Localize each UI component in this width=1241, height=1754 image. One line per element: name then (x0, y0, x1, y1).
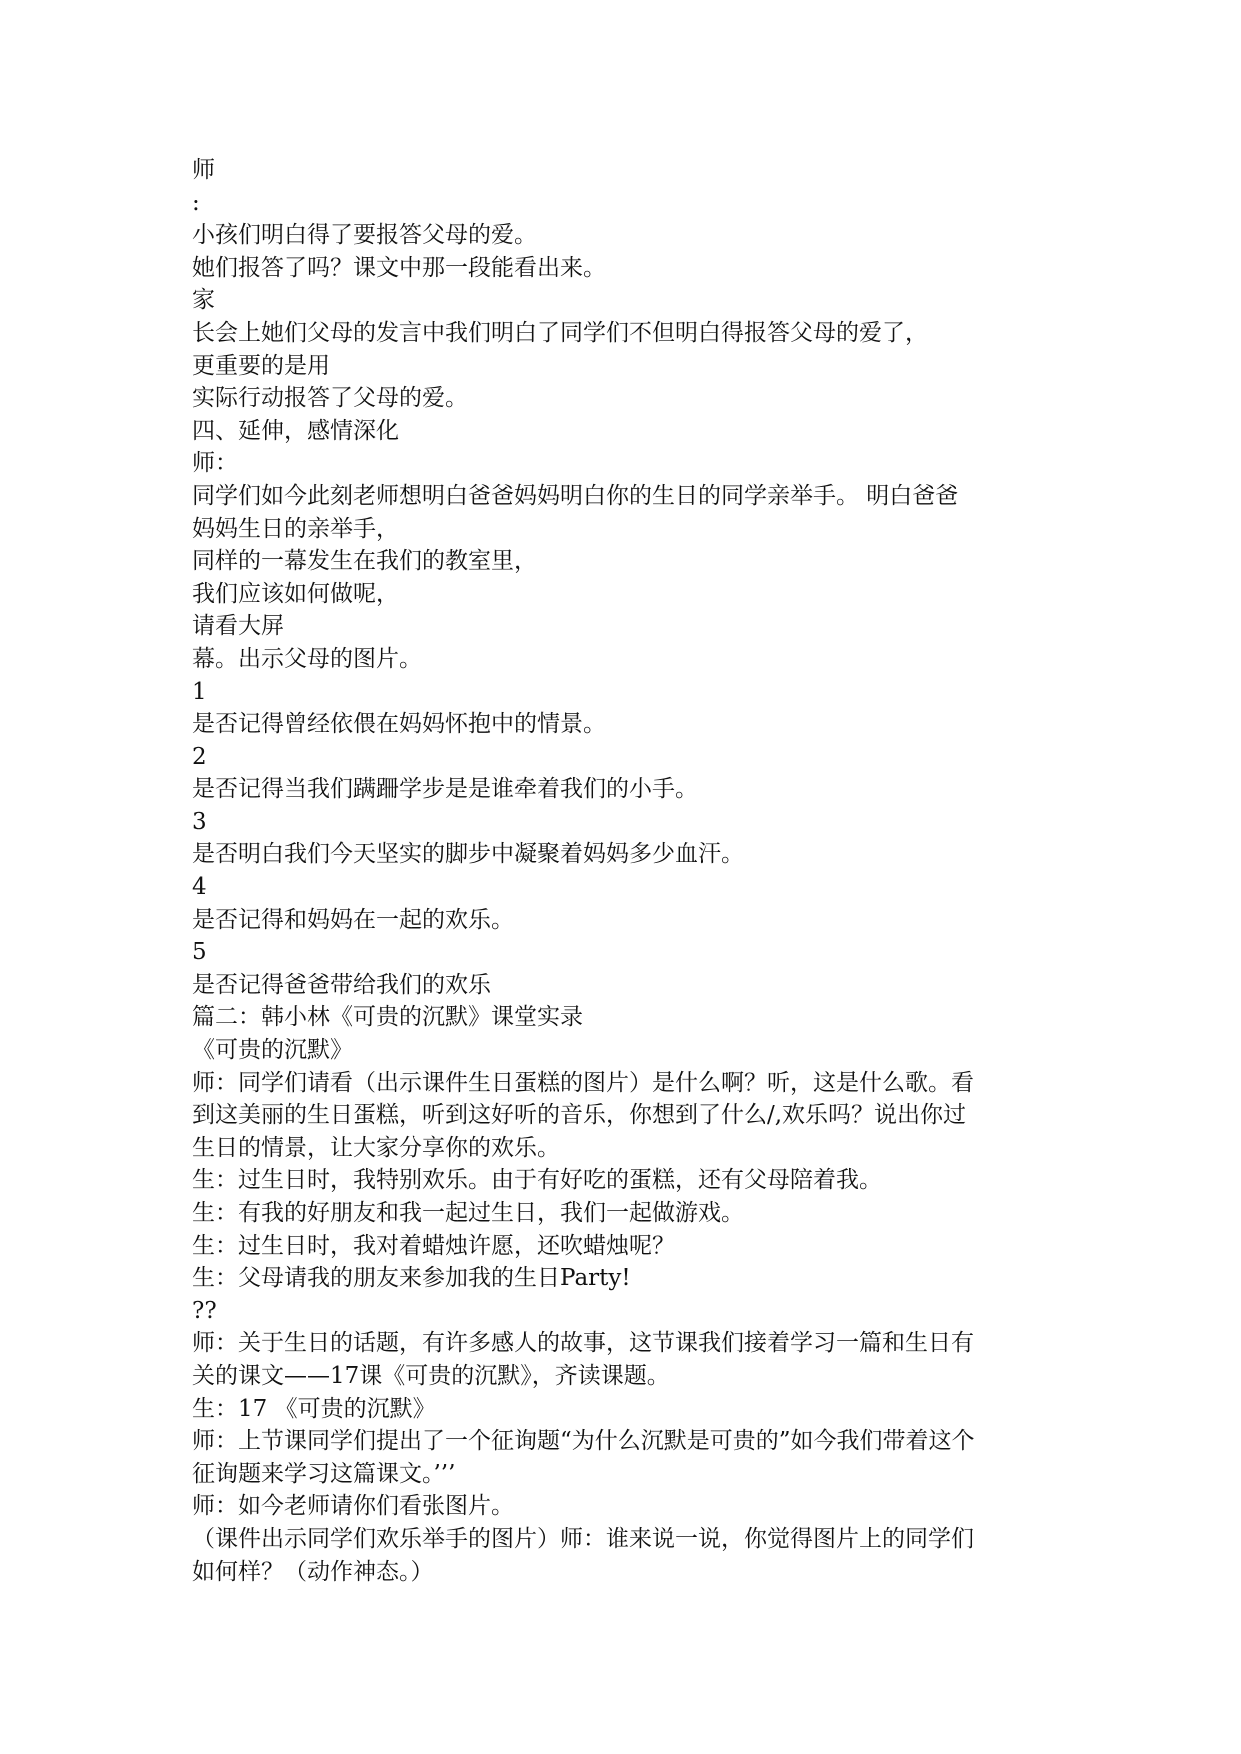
list-number: 1 (192, 678, 207, 705)
text-line: 长会上她们父母的发言中我们明白了同学们不但明白得报答父母的爱了， (192, 319, 928, 346)
text-line: 到这美丽的生日蛋糕，听到这好听的音乐，你想到了什么/,欢乐吗？说出你过 (192, 1102, 967, 1129)
text-line: 实际行动报答了父母的爱。 (192, 385, 468, 412)
text-line: 关的课文——17课《可贵的沉默》，齐读课题。 (192, 1362, 670, 1389)
text-line: 如何样？（动作神态。） (192, 1558, 434, 1585)
text-line: 家 (192, 287, 215, 314)
text-line: 小孩们明白得了要报答父母的爱。 (192, 222, 537, 249)
text-line: 是否记得曾经依偎在妈妈怀抱中的情景。 (192, 711, 606, 738)
text-line: 我们应该如何做呢， (192, 580, 399, 607)
text-line: 是否记得爸爸带给我们的欢乐 (192, 971, 491, 998)
text-line: 同学们如今此刻老师想明白爸爸妈妈明白你的生日的同学亲举手。 明白爸爸 (192, 482, 959, 509)
text-line: 师：关于生日的话题，有许多感人的故事，这节课我们接着学习一篇和生日有 (192, 1330, 974, 1357)
text-line: 师 (192, 157, 215, 183)
text-line: 生日的情景，让大家分享你的欢乐。 (192, 1134, 560, 1161)
text-line: 生：17 《可贵的沉默》 (192, 1395, 436, 1422)
text-line: 《可贵的沉默》 (192, 1037, 353, 1064)
text-line: ?? (192, 1297, 217, 1324)
text-line: 师：同学们请看（出示课件生日蛋糕的图片）是什么啊？听，这是什么歌。看 (192, 1069, 974, 1096)
text-line: 更重要的是用 (192, 352, 330, 379)
text-line: : (192, 189, 200, 216)
text-line: 师： (192, 450, 238, 477)
text-line: 她们报答了吗？课文中那一段能看出来。 (192, 254, 606, 281)
section-heading: 篇二：韩小林《可贵的沉默》课堂实录 (192, 1004, 583, 1031)
text-line: 生：有我的好朋友和我一起过生日，我们一起做游戏。 (192, 1200, 744, 1226)
text-line: 妈妈生日的亲举手， (192, 515, 399, 542)
list-number: 4 (192, 874, 207, 901)
text-line: 征询题来学习这篇课文。’’’ (192, 1460, 456, 1487)
text-line: 同样的一幕发生在我们的教室里， (192, 548, 537, 575)
section-heading: 四、延伸，感情深化 (192, 417, 399, 444)
list-number: 5 (192, 939, 207, 966)
text-line: 师：如今老师请你们看张图片。 (192, 1493, 514, 1520)
text-line: 是否记得和妈妈在一起的欢乐。 (192, 906, 514, 933)
text-line: （课件出示同学们欢乐举手的图片）师：谁来说一说，你觉得图片上的同学们 (192, 1525, 974, 1552)
text-line: 生：父母请我的朋友来参加我的生日Party! (192, 1265, 631, 1292)
text-line: 师：上节课同学们提出了一个征询题“为什么沉默是可贵的”如今我们带着这个 (192, 1428, 975, 1455)
text-line: 幕。出示父母的图片。 (192, 645, 422, 672)
list-number: 3 (192, 808, 207, 835)
text-line: 是否明白我们今天坚实的脚步中凝聚着妈妈多少血汗。 (192, 841, 744, 868)
text-line: 生：过生日时，我对着蜡烛许愿，还吹蜡烛呢？ (192, 1232, 675, 1259)
text-line: 生：过生日时，我特别欢乐。由于有好吃的蛋糕，还有父母陪着我。 (192, 1167, 882, 1194)
text-line: 是否记得当我们蹒跚学步是是谁牵着我们的小手。 (192, 776, 698, 803)
document-page (192, 154, 1052, 1588)
list-number: 2 (192, 743, 207, 770)
text-line: 请看大屏 (192, 613, 284, 640)
